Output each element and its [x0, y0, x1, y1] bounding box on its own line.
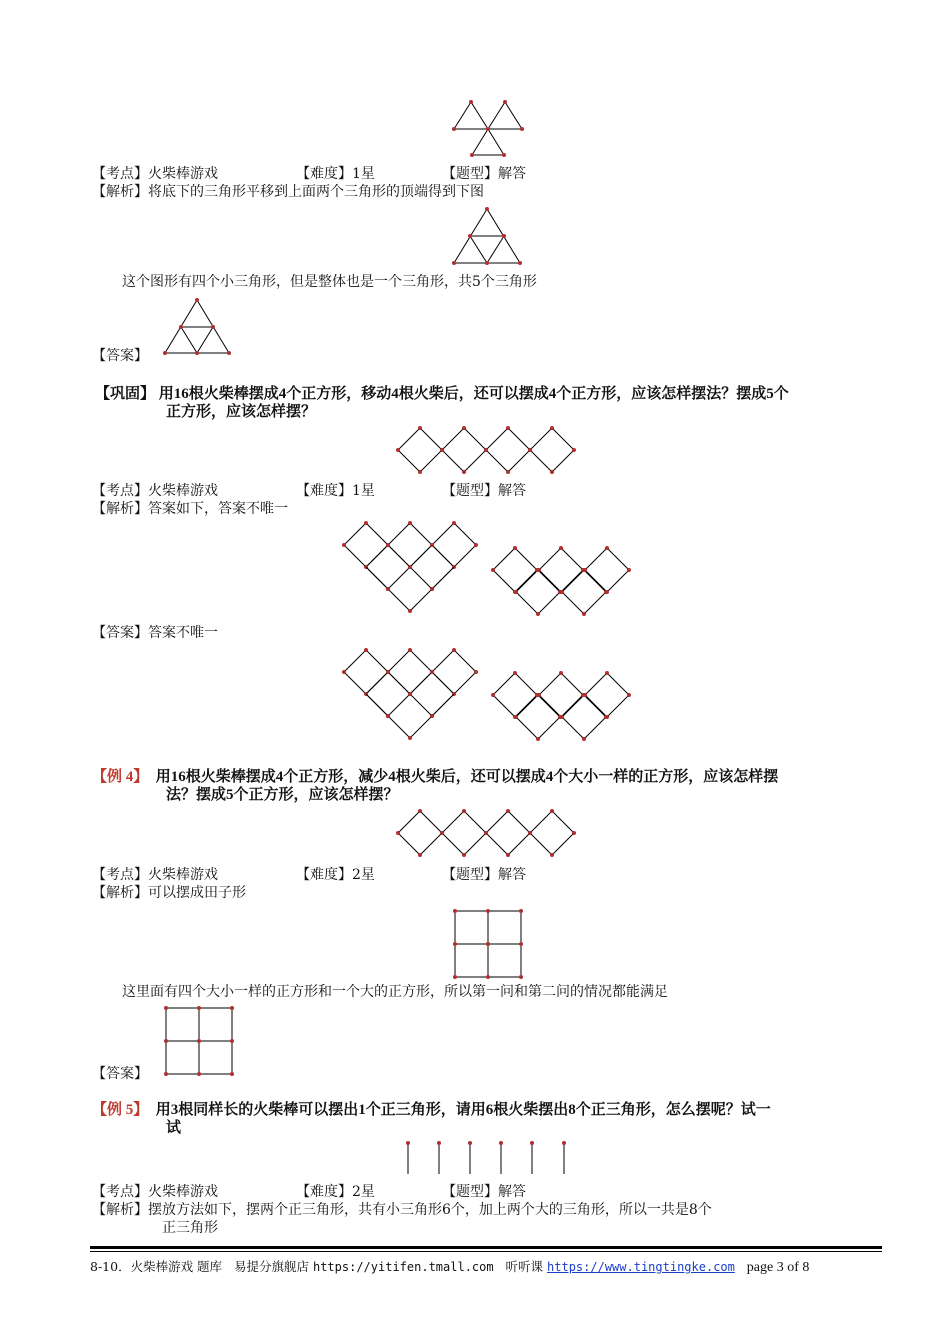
example4-question: 【例 4】 用16根火柴棒摆成4个正方形，减少4根火柴后，还可以摆成4个大小一样的正方形，应该怎样摆 [92, 769, 779, 785]
footer-rule-thin [90, 1251, 882, 1252]
example5-meta: 【考点】火柴棒游戏 【难度】2星 【题型】解答 [92, 1184, 526, 1200]
answer-triangle-figure [162, 297, 237, 357]
example5-question-line2: 试 [166, 1120, 182, 1136]
footer-course-link[interactable]: https://www.tingtingke.com [547, 1260, 735, 1274]
example4-zigzag-figure [396, 807, 581, 859]
example5-jiexi: 【解析】摆放方法如下，摆两个正三角形，共有小三角形6个，加上两个大的三角形，所以一共是8个 [92, 1202, 712, 1218]
gonggu-heart-figure-2 [341, 647, 481, 743]
footer-store: 易提分旗舰店 [233, 1259, 309, 1274]
footer-rule-thick [90, 1246, 882, 1249]
three-triangles-figure [450, 98, 525, 160]
example5-question: 【例 5】 用3根同样长的火柴棒可以摆出1个正三角形，请用6根火柴摆出8个正三角形，怎么摆呢？试一 [92, 1102, 771, 1118]
block1-jiexi: 【解析】将底下的三角形平移到上面两个三角形的顶端得到下图 [92, 184, 484, 200]
example4-note: 这里面有四个大小一样的正方形和一个大的正方形，所以第一问和第二问的情况都能满足 [122, 984, 668, 1000]
footer-page-number: page 3 of 8 [746, 1260, 810, 1275]
gonggu-wave-figure-2 [491, 670, 631, 740]
six-matchsticks-figure [400, 1138, 575, 1178]
example4-grid-figure [452, 908, 524, 980]
gonggu-heart-figure-1 [341, 520, 481, 616]
gonggu-question-line2: 正方形，应该怎样摆？ [166, 404, 317, 420]
gonggu-wave-figure-1 [491, 545, 631, 615]
example4-answer-grid-figure [163, 1005, 235, 1077]
big-triangle-figure [450, 206, 525, 266]
gonggu-daan: 【答案】答案不唯一 [92, 625, 218, 641]
gonggu-meta: 【考点】火柴棒游戏 【难度】1星 【题型】解答 [92, 483, 526, 499]
footer-course: 听听课 [505, 1259, 544, 1274]
example4-daan-label: 【答案】 [92, 1066, 148, 1082]
footer-store-url[interactable]: https://yitifen.tmall.com [312, 1260, 494, 1274]
gonggu-jiexi: 【解析】答案如下，答案不唯一 [92, 501, 288, 517]
example4-jiexi: 【解析】可以摆成田子形 [92, 885, 246, 901]
footer [90, 1259, 809, 1276]
gonggu-zigzag-figure [396, 424, 581, 476]
example5-jiexi-line2: 正三角形 [162, 1220, 218, 1236]
example4-question-line2: 法？摆成5个正方形，应该怎样摆？ [166, 787, 399, 803]
block1-daan-label: 【答案】 [92, 348, 148, 364]
block1-meta: 【考点】火柴棒游戏 【难度】1星 【题型】解答 [92, 166, 526, 182]
footer-chapter: 8-10．火柴棒游戏 题库 [90, 1259, 223, 1274]
example4-meta: 【考点】火柴棒游戏 【难度】2星 【题型】解答 [92, 867, 526, 883]
block1-note: 这个图形有四个小三角形，但是整体也是一个三角形，共5个三角形 [122, 274, 537, 290]
gonggu-question: 【巩固】 用16根火柴棒摆成4个正方形，移动4根火柴后，还可以摆成4个正方形，应该怎样摆法？摆成5个 [95, 386, 789, 402]
